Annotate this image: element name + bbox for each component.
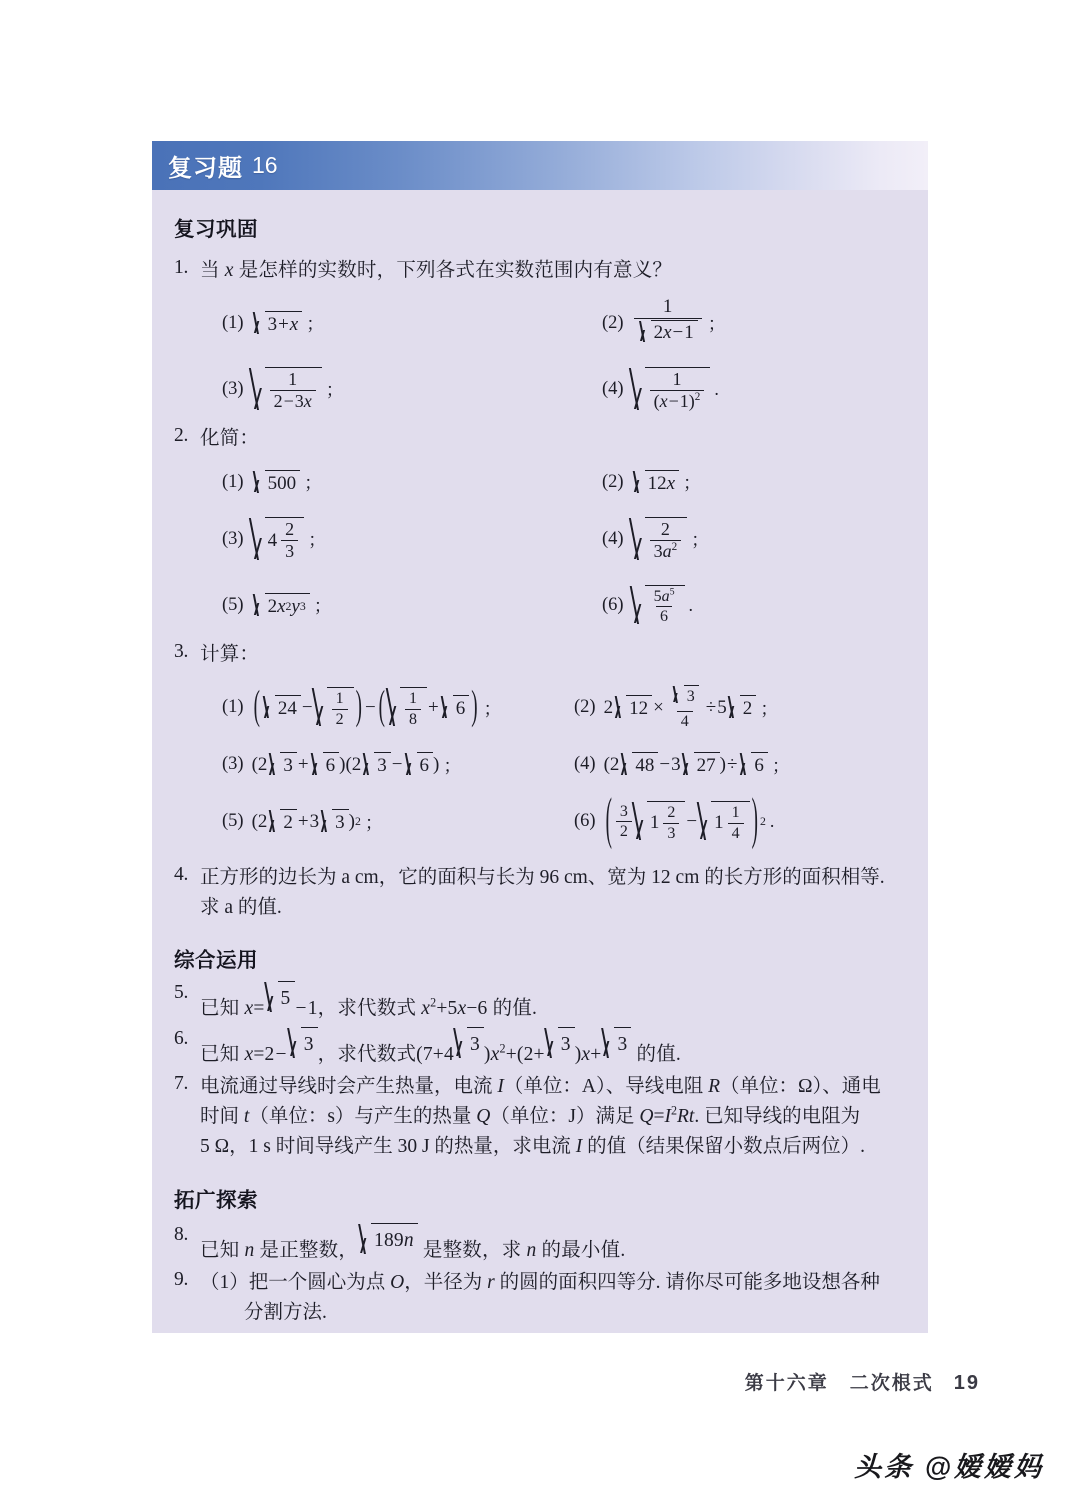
item-label: (6): [602, 594, 624, 615]
item-expression: 2 12 × $\frac{3}{4}$ ÷ 5 2 ；: [604, 685, 779, 730]
problem-3-items: [200, 675, 906, 855]
problem-1-stem: 当 x 是怎样的实数时，下列各式在实数范围内有意义？: [200, 260, 673, 281]
item-label: (4): [602, 378, 624, 399]
problem-2-stem: 化简：: [200, 428, 260, 450]
item-expression: ( 2 48 − 3 27 ) ÷ 6 ；: [603, 753, 790, 777]
item-expression: $\frac{1}{2-3x}$ ；: [252, 367, 344, 412]
problem-5-number: 5.: [174, 982, 189, 1004]
problem-6: [174, 1027, 906, 1070]
watermark-strip: [0, 1420, 1080, 1509]
section-heading-comprehensive: 综合运用: [174, 949, 258, 973]
problem-3-item-6: [574, 789, 906, 855]
problem-3-item-1: [222, 675, 574, 741]
item-label: (4): [574, 754, 596, 775]
problem-3: [174, 640, 906, 854]
footer-chapter-title: 第十六章 二次根式: [744, 1373, 934, 1394]
section-heading-extension: 拓广探索: [174, 1188, 258, 1212]
problem-2-number: 2.: [174, 425, 189, 447]
problem-4: [174, 863, 906, 923]
item-label: (1): [222, 697, 244, 718]
problem-3-item-5: [222, 789, 574, 855]
panel-title: 复习题: [168, 155, 243, 182]
problem-2-item-1: [222, 458, 602, 506]
problem-2-item-2: [602, 458, 906, 506]
item-label: (4): [602, 528, 624, 549]
problem-8: [174, 1223, 906, 1266]
problem-6-text: 已知 x=2− 3 ，求代数式(7+4 3 )$x^2+(2+$ 3 )x+ 3 的值.: [200, 1027, 906, 1070]
item-expression: 4 $\frac{2}{3}$ ；: [252, 517, 327, 562]
item-expression: $\frac{1}{(x-1)^2}$ .: [632, 367, 719, 412]
watermark-text: 头条 @嫒嫒妈: [854, 1452, 1044, 1482]
problem-4-line-1: 正方形的边长为 a cm，它的面积与长为 96 cm、宽为 12 cm 的长方形的面积相等.: [200, 866, 885, 888]
problem-3-stem: 计算：: [200, 644, 260, 666]
item-expression: 12 x ；: [632, 469, 701, 495]
problem-5: [174, 981, 906, 1024]
problem-9-line-1: （1）把一个圆心为点 O，半径为 r 的圆的面积四等分. 请你尽可能多地设想各种: [200, 1272, 880, 1294]
problem-9-number: 9.: [174, 1269, 189, 1291]
exercise-panel: [152, 141, 928, 1333]
problem-7-line-3: 5 Ω，1 s 时间导线产生 30 J 的热量，求电流 I 的值（结果保留小数点后两位）.: [200, 1136, 866, 1158]
problem-3-item-4: [574, 741, 906, 789]
panel-body: [152, 190, 928, 1329]
problem-9-line-2: 分割方法.: [244, 1302, 327, 1324]
problem-1: [174, 256, 906, 422]
item-expression: $\frac{5a^5}{6}$ .: [632, 585, 693, 626]
item-label: (5): [222, 811, 244, 832]
item-expression: $\frac{2}{3a^2}$ ；: [632, 517, 710, 562]
problem-8-text: 已知 n 是正整数， 189 n 是整数，求 n 的最小值.: [200, 1223, 906, 1266]
problem-7-line-2: 时间 t（单位：s）与产生的热量 Q（单位：J）满足 $Q=I^2Rt$. 已知导线的电阻为: [200, 1103, 861, 1128]
item-expression: 2 x 2 y 3 ；: [252, 592, 332, 618]
problem-3-item-2: [574, 675, 906, 741]
problem-1-item-1: [222, 290, 602, 356]
problem-8-number: 8.: [174, 1223, 189, 1245]
item-label: (3): [222, 754, 244, 775]
item-expression: ( 2 2 + 3 3 ) 2 ；: [251, 810, 383, 834]
problem-7: [174, 1072, 906, 1163]
problem-9: [174, 1268, 906, 1328]
item-label: (1): [222, 471, 244, 492]
section-heading-review: 复习巩固: [174, 218, 258, 241]
problem-2-item-6: [602, 572, 906, 638]
problem-4-number: 4.: [174, 863, 189, 885]
item-label: (2): [574, 697, 596, 718]
item-expression: ( $\frac{3}{2}$ 1 $\frac{2}{3}$ − 1 $\frac{1}{4}$ ) 2 .: [605, 788, 775, 852]
problem-5-text: 已知 x= 5 −1，求代数式 $x^2+5x-6$ 的值.: [200, 981, 906, 1024]
item-expression: 3 + x ；: [252, 310, 325, 336]
problem-6-number: 6.: [174, 1027, 189, 1049]
problem-3-number: 3.: [174, 641, 189, 663]
item-label: (5): [222, 594, 244, 615]
problem-1-item-2: [602, 290, 906, 356]
item-expression: ( 24 − $\frac{1}{2}$ ) − ( $\frac{1}{8}$ + 6 ) ；: [253, 684, 502, 730]
problem-2-item-3: [222, 506, 602, 572]
problem-1-item-4: [602, 356, 906, 422]
problem-7-line-1: 电流通过导线时会产生热量，电流 I（单位：A）、导线电阻 R（单位：Ω）、通电: [200, 1075, 881, 1097]
panel-number: 16: [252, 152, 278, 178]
page-footer: [0, 1368, 1080, 1395]
item-expression: 1 2 x − 1 ；: [632, 297, 726, 350]
problem-1-items: [200, 290, 906, 422]
item-label: (1): [222, 312, 244, 333]
problem-2-item-4: [602, 506, 906, 572]
problem-4-line-2: 求 a 的值.: [200, 896, 282, 918]
problem-2-items: [200, 458, 906, 638]
item-label: (3): [222, 528, 244, 549]
problem-7-number: 7.: [174, 1072, 189, 1094]
item-label: (2): [602, 312, 624, 333]
item-label: (6): [574, 811, 596, 832]
problem-1-item-3: [222, 356, 602, 422]
problem-3-item-3: [222, 741, 574, 789]
panel-header: [152, 141, 928, 190]
problem-2-item-5: [222, 572, 602, 638]
problem-2: [174, 424, 906, 638]
footer-page-number: 19: [953, 1372, 980, 1394]
item-expression: 500 ；: [252, 469, 323, 495]
item-label: (2): [602, 471, 624, 492]
problem-1-number: 1.: [174, 257, 189, 278]
item-label: (3): [222, 378, 244, 399]
item-expression: ( 2 3 + 6 )( 2 3 − 6 ) ；: [251, 753, 462, 777]
